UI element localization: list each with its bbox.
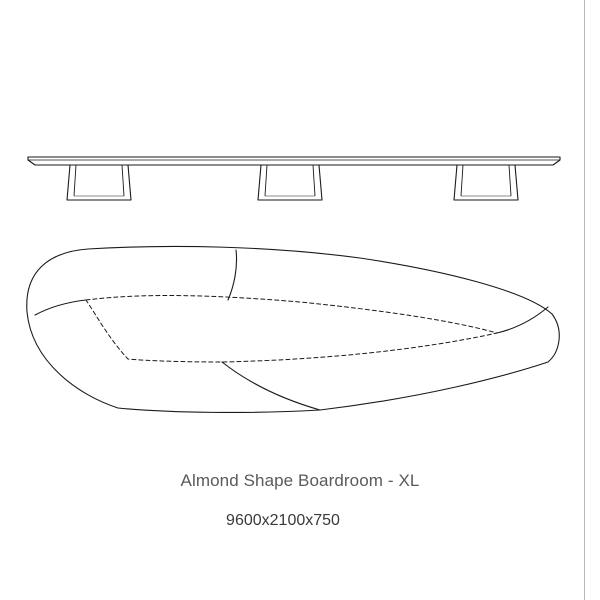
tabletop-outline	[27, 246, 559, 412]
top-seam-line	[228, 250, 237, 300]
plan-view	[27, 246, 559, 412]
right-seam-line	[497, 307, 548, 333]
table-leg-2	[258, 165, 322, 200]
tabletop-profile	[28, 157, 560, 165]
table-leg-3	[454, 165, 518, 200]
left-seam-line	[35, 300, 86, 315]
bottom-seam-line	[222, 362, 320, 410]
product-dimensions: 9600x2100x750	[226, 512, 340, 529]
side-elevation-view	[28, 157, 560, 200]
table-leg-1	[67, 165, 131, 200]
base-outline-dashed	[86, 296, 497, 362]
product-title: Almond Shape Boardroom - XL	[180, 471, 420, 490]
